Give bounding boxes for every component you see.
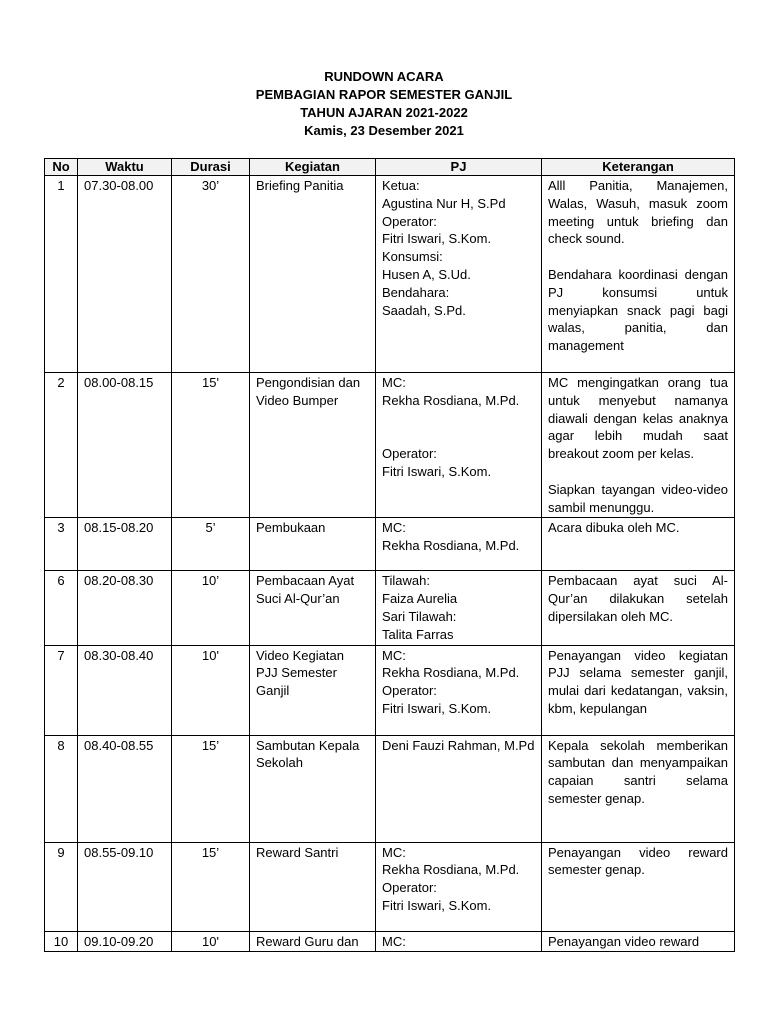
pj-line: Faiza Aurelia bbox=[382, 591, 458, 607]
keterangan-paragraph: Alll Panitia, Manajemen, Walas, Wasuh, masuk zoom meeting untuk briefing dan check sound. bbox=[548, 178, 732, 247]
cell-kegiatan: Sambutan Kepala Sekolah bbox=[250, 735, 376, 842]
col-header-waktu: Waktu bbox=[78, 159, 172, 176]
cell-no: 2 bbox=[45, 373, 78, 518]
document-title bbox=[0, 68, 768, 140]
keterangan-paragraph: Bendahara koordinasi dengan PJ konsumsi untuk menyiapkan snack pagi bagi walas, panitia, dan management bbox=[548, 266, 732, 354]
pj-line: Operator: bbox=[382, 213, 437, 229]
pj-line: Bendahara: bbox=[382, 284, 450, 300]
col-header-durasi: Durasi bbox=[172, 159, 250, 176]
pj-line: Rekha Rosdiana, M.Pd. bbox=[382, 665, 520, 681]
cell-pj bbox=[376, 518, 542, 571]
table-row bbox=[45, 176, 735, 373]
table-row bbox=[45, 931, 735, 952]
table-row bbox=[45, 735, 735, 842]
cell-kegiatan: Reward Santri bbox=[250, 842, 376, 931]
rundown-table bbox=[44, 158, 735, 952]
keterangan-paragraph: Acara dibuka oleh MC. bbox=[548, 520, 680, 536]
table-row bbox=[45, 645, 735, 735]
cell-kegiatan: Pembukaan bbox=[250, 518, 376, 571]
cell-kegiatan: Reward Guru dan bbox=[250, 931, 376, 952]
cell-waktu: 07.30-08.00 bbox=[78, 176, 172, 373]
table-row bbox=[45, 842, 735, 931]
col-header-pj: PJ bbox=[376, 159, 542, 176]
keterangan-paragraph: Pembacaan ayat suci Al-Qur’an dilakukan setelah dipersilakan oleh MC. bbox=[548, 573, 732, 624]
cell-kegiatan: Briefing Panitia bbox=[250, 176, 376, 373]
cell-no: 7 bbox=[45, 645, 78, 735]
cell-pj bbox=[376, 176, 542, 373]
pj-line: MC: bbox=[382, 375, 406, 390]
pj-line: Deni Fauzi Rahman, M.Pd bbox=[382, 737, 535, 753]
title-line-3: TAHUN AJARAN 2021-2022 bbox=[300, 105, 468, 120]
pj-line: Konsumsi: bbox=[382, 249, 443, 265]
cell-waktu: 08.30-08.40 bbox=[78, 645, 172, 735]
col-header-keterangan: Keterangan bbox=[542, 159, 735, 176]
pj-line: MC: bbox=[382, 844, 406, 860]
pj-line: Sari Tilawah: bbox=[382, 608, 457, 624]
pj-line: Ketua: bbox=[382, 178, 420, 193]
pj-line: Rekha Rosdiana, M.Pd. bbox=[382, 538, 520, 554]
table-row bbox=[45, 518, 735, 571]
cell-kegiatan: Pembacaan Ayat Suci Al-Qur’an bbox=[250, 571, 376, 645]
table-header-row bbox=[45, 159, 735, 176]
pj-line: Operator: bbox=[382, 446, 437, 462]
cell-durasi: 30’ bbox=[172, 176, 250, 373]
cell-no: 9 bbox=[45, 842, 78, 931]
cell-keterangan bbox=[542, 735, 735, 842]
keterangan-paragraph: Kepala sekolah memberikan sambutan dan menyampaikan capaian santri selama semester genap. bbox=[548, 737, 732, 806]
cell-waktu: 08.40-08.55 bbox=[78, 735, 172, 842]
cell-pj bbox=[376, 735, 542, 842]
pj-line: Fitri Iswari, S.Kom. bbox=[382, 897, 492, 913]
cell-keterangan bbox=[542, 931, 735, 952]
cell-no: 10 bbox=[45, 931, 78, 952]
pj-line: Tilawah: bbox=[382, 573, 430, 589]
cell-waktu: 08.00-08.15 bbox=[78, 373, 172, 518]
cell-pj bbox=[376, 373, 542, 518]
cell-kegiatan: Video Kegiatan PJJ Semester Ganjil bbox=[250, 645, 376, 735]
pj-line: Talita Farras bbox=[382, 626, 454, 642]
pj-line: Fitri Iswari, S.Kom. bbox=[382, 463, 492, 479]
cell-waktu: 08.15-08.20 bbox=[78, 518, 172, 571]
pj-line: Rekha Rosdiana, M.Pd. bbox=[382, 392, 520, 408]
keterangan-paragraph: Penayangan video reward bbox=[548, 933, 700, 949]
keterangan-paragraph: Penayangan video kegiatan PJJ selama semester ganjil, mulai dari kedatangan, vaksin, kbm, kepulangan bbox=[548, 647, 732, 716]
cell-no: 6 bbox=[45, 571, 78, 645]
cell-no: 1 bbox=[45, 176, 78, 373]
title-date: Kamis, 23 Desember 2021 bbox=[304, 123, 464, 138]
title-line-1: RUNDOWN ACARA bbox=[324, 69, 444, 84]
col-header-kegiatan: Kegiatan bbox=[250, 159, 376, 176]
cell-keterangan bbox=[542, 373, 735, 518]
cell-pj bbox=[376, 645, 542, 735]
cell-durasi: 15' bbox=[172, 373, 250, 518]
cell-keterangan bbox=[542, 518, 735, 571]
pj-line: Fitri Iswari, S.Kom. bbox=[382, 700, 492, 716]
cell-pj bbox=[376, 931, 542, 952]
cell-pj bbox=[376, 842, 542, 931]
pj-line: Husen A, S.Ud. bbox=[382, 266, 471, 282]
table-row bbox=[45, 373, 735, 518]
keterangan-paragraph: Siapkan tayangan video-video sambil menunggu. bbox=[548, 481, 732, 515]
cell-keterangan bbox=[542, 842, 735, 931]
table-row bbox=[45, 571, 735, 645]
cell-durasi: 5’ bbox=[172, 518, 250, 571]
pj-line: Rekha Rosdiana, M.Pd. bbox=[382, 862, 520, 878]
cell-keterangan bbox=[542, 645, 735, 735]
cell-keterangan bbox=[542, 176, 735, 373]
pj-line: MC: bbox=[382, 647, 406, 663]
pj-line: Operator: bbox=[382, 683, 437, 699]
cell-no: 3 bbox=[45, 518, 78, 571]
pj-line: Operator: bbox=[382, 880, 437, 896]
cell-waktu: 08.20-08.30 bbox=[78, 571, 172, 645]
cell-waktu: 09.10-09.20 bbox=[78, 931, 172, 952]
cell-durasi: 10' bbox=[172, 645, 250, 735]
pj-line: MC: bbox=[382, 933, 406, 949]
cell-durasi: 10' bbox=[172, 931, 250, 952]
cell-durasi: 15’ bbox=[172, 842, 250, 931]
pj-line: Saadah, S.Pd. bbox=[382, 302, 466, 318]
pj-line: Agustina Nur H, S.Pd bbox=[382, 195, 506, 211]
title-line-2: PEMBAGIAN RAPOR SEMESTER GANJIL bbox=[255, 87, 513, 102]
pj-line: MC: bbox=[382, 520, 406, 536]
cell-kegiatan: Pengondisian dan Video Bumper bbox=[250, 373, 376, 518]
cell-waktu: 08.55-09.10 bbox=[78, 842, 172, 931]
cell-no: 8 bbox=[45, 735, 78, 842]
keterangan-paragraph: Penayangan video reward semester genap. bbox=[548, 844, 732, 878]
col-header-no: No bbox=[45, 159, 78, 176]
pj-line: Fitri Iswari, S.Kom. bbox=[382, 231, 492, 247]
cell-pj bbox=[376, 571, 542, 645]
cell-durasi: 15’ bbox=[172, 735, 250, 842]
cell-durasi: 10’ bbox=[172, 571, 250, 645]
keterangan-paragraph: MC mengingatkan orang tua untuk menyebut namanya diawali dengan kelas anaknya agar lebih mudah saat breakout zoom per kelas. bbox=[548, 375, 732, 462]
cell-keterangan bbox=[542, 571, 735, 645]
